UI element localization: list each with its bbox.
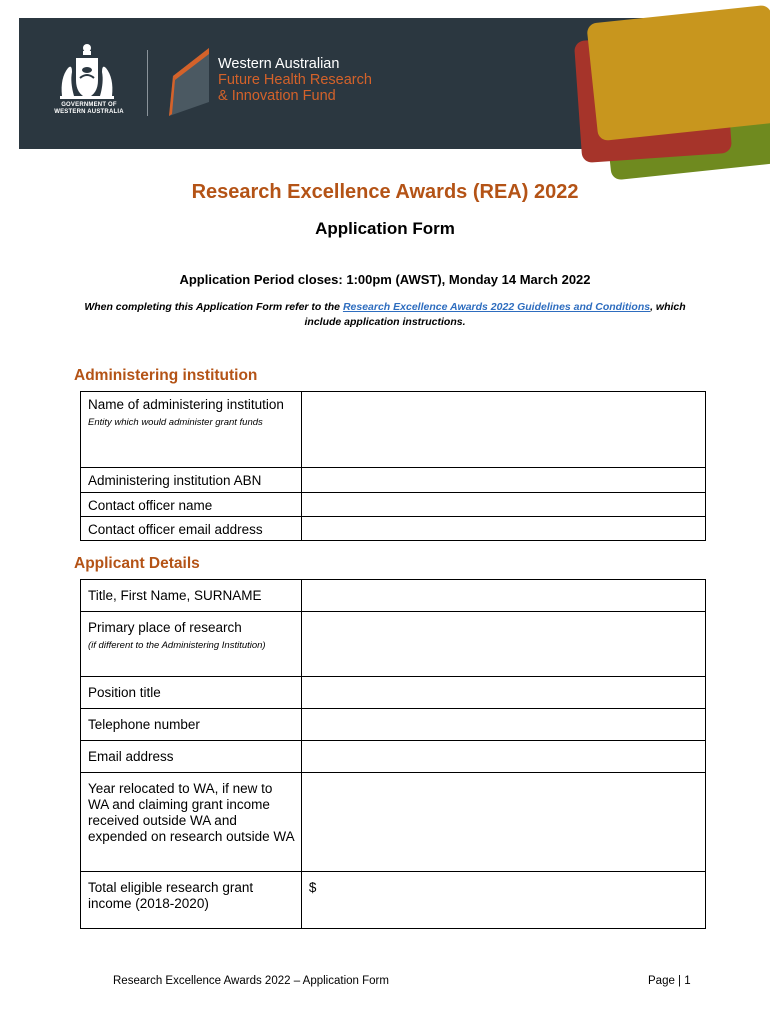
table-row bbox=[81, 392, 706, 468]
table-row bbox=[81, 580, 706, 612]
page-number: Page | 1 bbox=[648, 975, 691, 987]
row-label: Administering institution ABN bbox=[81, 468, 302, 493]
row-label: Primary place of research (if different to the Administering Institution) bbox=[81, 612, 302, 677]
email-field[interactable] bbox=[301, 741, 705, 773]
form-subtitle: Application Form bbox=[315, 219, 455, 238]
row-label: Name of administering institution Entity which would administer grant funds bbox=[81, 392, 302, 468]
applicant-section-heading: Applicant Details bbox=[74, 555, 200, 572]
fund-logo-mark bbox=[165, 46, 213, 118]
telephone-field[interactable] bbox=[301, 709, 705, 741]
footer-title: Research Excellence Awards 2022 – Application Form bbox=[113, 975, 389, 987]
government-wordmark: GOVERNMENT OF WESTERN AUSTRALIA bbox=[54, 102, 124, 115]
table-row bbox=[81, 493, 706, 517]
banner-divider bbox=[147, 50, 148, 116]
admin-institution-name-field[interactable] bbox=[302, 392, 706, 468]
applicant-name-field[interactable] bbox=[301, 580, 705, 612]
applicant-details-table bbox=[80, 579, 706, 929]
primary-place-field[interactable] bbox=[301, 612, 705, 677]
row-label: Year relocated to WA, if new to WA and claiming grant income received outside WA and expended on research outside WA bbox=[81, 773, 302, 872]
position-title-field[interactable] bbox=[301, 677, 705, 709]
year-relocated-field[interactable] bbox=[301, 773, 705, 872]
admin-abn-field[interactable] bbox=[302, 468, 706, 493]
table-row bbox=[81, 872, 706, 929]
row-label: Position title bbox=[81, 677, 302, 709]
admin-section-heading: Administering institution bbox=[74, 367, 258, 384]
table-row bbox=[81, 612, 706, 677]
contact-officer-email-field[interactable] bbox=[302, 517, 706, 541]
row-label: Title, First Name, SURNAME bbox=[81, 580, 302, 612]
table-row bbox=[81, 677, 706, 709]
contact-officer-name-field[interactable] bbox=[302, 493, 706, 517]
table-row bbox=[81, 709, 706, 741]
row-label: Total eligible research grant income (2018-2020) bbox=[81, 872, 302, 929]
admin-institution-table bbox=[80, 391, 706, 541]
row-note: Entity which would administer grant funds bbox=[88, 417, 263, 428]
table-row bbox=[81, 773, 706, 872]
guidelines-link[interactable]: Research Excellence Awards 2022 Guidelines and Conditions bbox=[342, 301, 651, 313]
grant-income-field[interactable]: $ bbox=[301, 872, 705, 929]
header-banner bbox=[19, 18, 770, 149]
table-row bbox=[81, 517, 706, 541]
row-label: Email address bbox=[81, 741, 302, 773]
application-period: Application Period closes: 1:00pm (AWST), Monday 14 March 2022 bbox=[179, 272, 591, 287]
instructions-text: When completing this Application Form refer to the Research Excellence Awards 2022 Guidelines and Conditions, which include application instructions. bbox=[84, 301, 686, 328]
fund-name: Western Australian Future Health Research & Innovation Fund bbox=[218, 56, 372, 104]
row-label: Telephone number bbox=[81, 709, 302, 741]
row-note: (if different to the Administering Institution) bbox=[88, 640, 266, 651]
table-row bbox=[81, 741, 706, 773]
row-label: Contact officer email address bbox=[81, 517, 302, 541]
page-title: Research Excellence Awards (REA) 2022 bbox=[191, 181, 579, 203]
table-row bbox=[81, 468, 706, 493]
row-label: Contact officer name bbox=[81, 493, 302, 517]
